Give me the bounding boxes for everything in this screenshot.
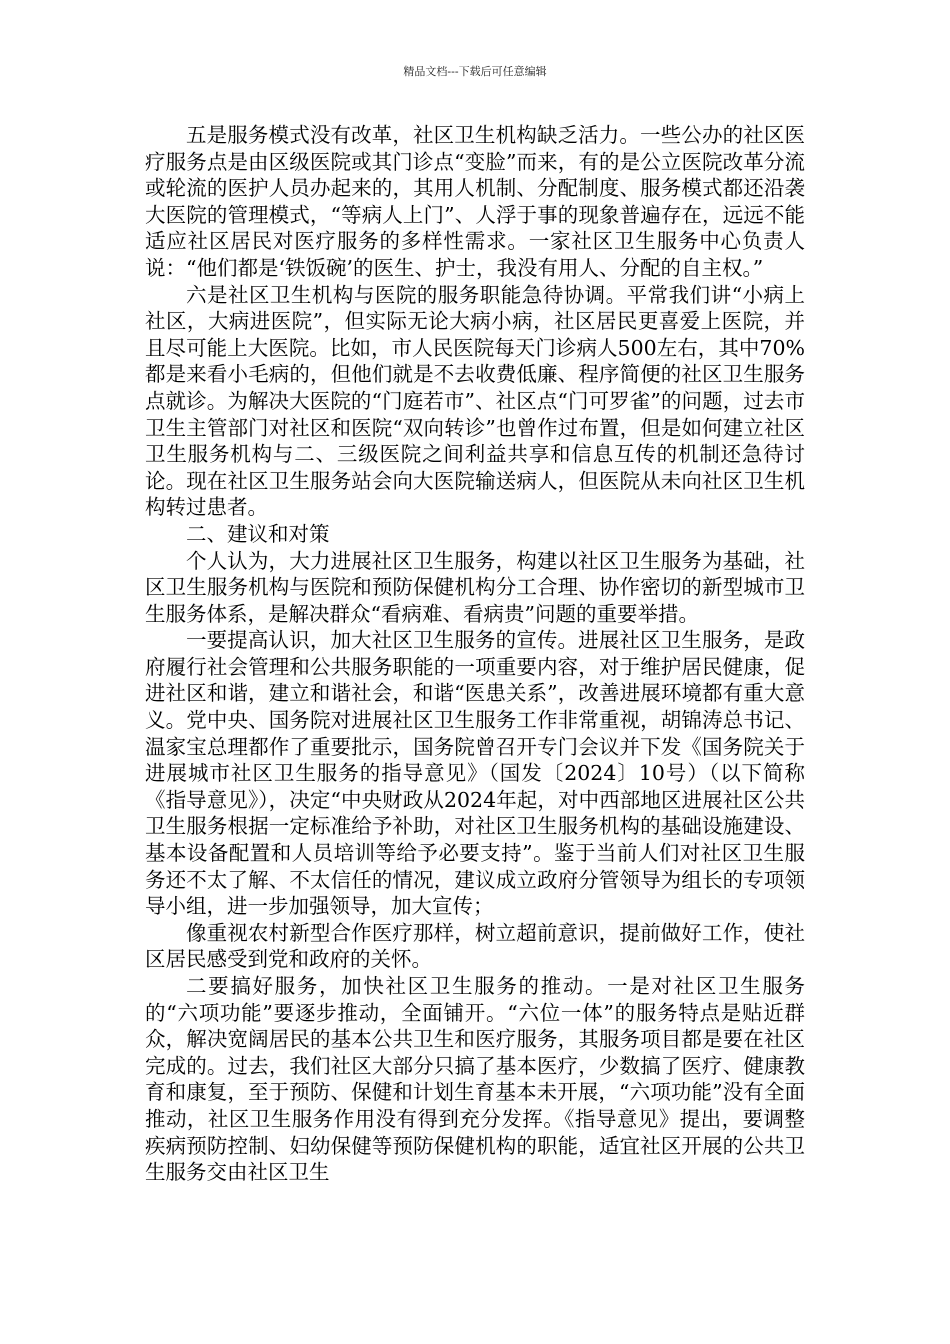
page-header: 精品文档---下载后可任意编辑 (403, 65, 547, 78)
paragraph-personal-view: 个人认为，大力进展社区卫生服务，构建以社区卫生服务为基础，社区卫生服务机构与医院和预防保健机构分工合理、协作密切的新型城市卫生服务体系，是解决群众“看病难、看病贵”问题的重要举措。 (145, 548, 805, 626)
document-body (145, 122, 805, 1186)
paragraph-coordination: 六是社区卫生机构与医院的服务职能急待协调。平常我们讲“小病上社区，大病进医院”，但实际无论大病小病，社区居民更喜爱上医院，并且尽可能上大医院。比如，市人民医院每天门诊病人500左右，其中70%都是来看小毛病的，但他们就是不去收费低廉、程序简便的社区卫生服务点就诊。为解决大医院的“门庭若市”、社区点“门可罗雀”的问题，过去市卫生主管部门对社区和医院“双向转诊”也曾作过布置，但是如何建立社区卫生服务机构与二、三级医院之间利益共享和信息互传的机制还急待讨论。现在社区卫生服务站会向大医院输送病人，但医院从未向社区卫生机构转过患者。 (145, 282, 805, 520)
section-heading-suggestions: 二、建议和对策 (186, 521, 330, 546)
paragraph-service-mode: 五是服务模式没有改革，社区卫生机构缺乏活力。一些公办的社区医疗服务点是由区级医院或其门诊点“变脸”而来，有的是公立医院改革分流或轮流的医护人员办起来的，其用人机制、分配制度、服务模式都还沿袭大医院的管理模式，“等病人上门”、人浮于事的现象普遍存在，远远不能适应社区居民对医疗服务的多样性需求。一家社区卫生服务中心负责人说：“他们都是‘铁饭碗’的医生、护士，我没有用人、分配的自主权。” (145, 123, 805, 280)
paragraph-improve-service: 二要搞好服务，加快社区卫生服务的推动。一是对社区卫生服务的“六项功能”要逐步推动，全面铺开。“六位一体”的服务特点是贴近群众，解决宽阔居民的基本公共卫生和医疗服务，其服务项目都是要在社区完成的。过去，我们社区大部分只搞了基本医疗，少数搞了医疗、健康教育和康复，至于预防、保健和计划生育基本未开展，“六项功能”没有全面推动，社区卫生服务作用没有得到充分发挥。《指导意见》提出，要调整疾病预防控制、妇幼保健等预防保健机构的职能，适宜社区开展的公共卫生服务交由社区卫生 (145, 974, 805, 1185)
paragraph-advance-awareness: 像重视农村新型合作医疗那样，树立超前意识，提前做好工作，使社区居民感受到党和政府的关怀。 (145, 920, 805, 972)
paragraph-raise-awareness: 一要提高认识，加大社区卫生服务的宣传。进展社区卫生服务，是政府履行社会管理和公共服务职能的一项重要内容，对于维护居民健康，促进社区和谐，建立和谐社会，和谐“医患关系”，改善进展环境都有重大意义。党中央、国务院对进展社区卫生服务工作非常重视，胡锦涛总书记、温家宝总理都作了重要批示，国务院曾召开专门会议并下发《国务院关于进展城市社区卫生服务的指导意见》（国发〔2024〕10号）（以下简称《指导意见》），决定“中央财政从2024年起，对中西部地区进展社区公共卫生服务根据一定标准给予补助，对社区卫生服务机构的基础设施建设、基本设备配置和人员培训等给予必要支持”。鉴于当前人们对社区卫生服务还不太了解、不太信任的情况，建议成立政府分管领导为组长的专项领导小组，进一步加强领导，加大宣传； (145, 628, 805, 919)
